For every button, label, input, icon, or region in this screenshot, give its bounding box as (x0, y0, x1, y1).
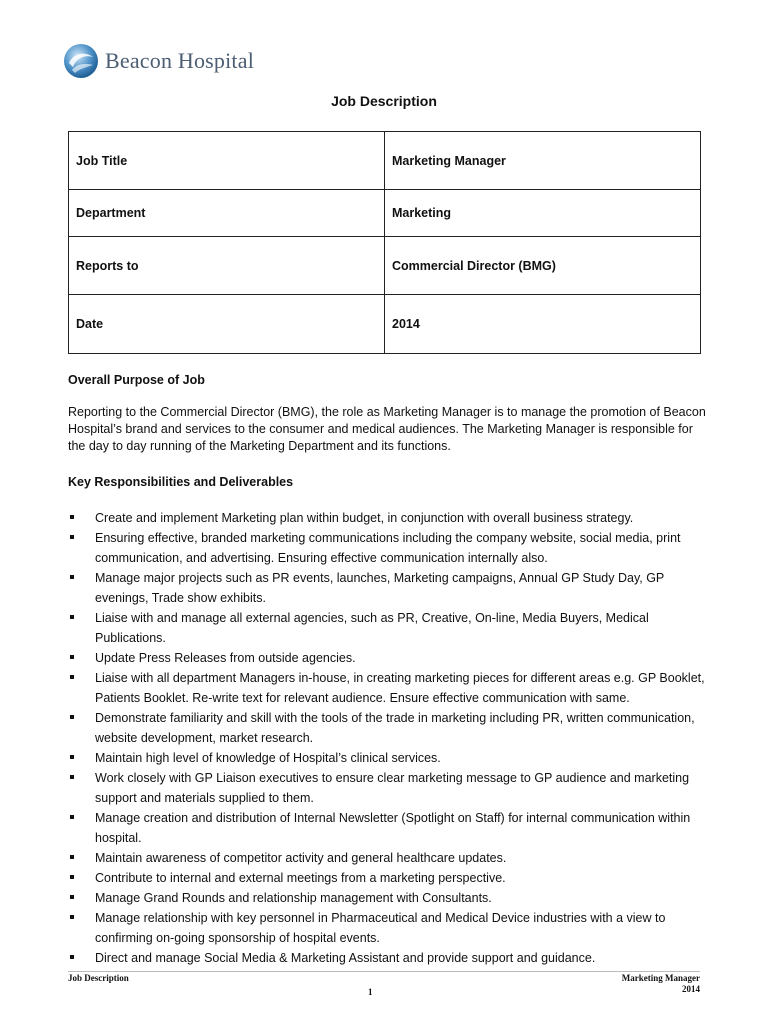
page-number: 1 (368, 987, 373, 997)
responsibilities-list (68, 508, 708, 968)
department-label: Department (69, 190, 385, 237)
job-title-label: Job Title (69, 132, 385, 190)
purpose-heading: Overall Purpose of Job (68, 373, 205, 387)
footer-year: 2014 (682, 984, 700, 994)
list-item: Liaise with all department Managers in-house, in creating marketing pieces for different areas e.g. GP Booklet, Patients Booklet. Re-write text for relevant audience. Ensure effective communication with same. (68, 668, 708, 708)
table-row (69, 132, 701, 190)
list-item: Manage relationship with key personnel in Pharmaceutical and Medical Device industries with a view to confirming on-going sponsorship of hospital events. (68, 908, 708, 948)
table-row (69, 190, 701, 237)
reports-to-label: Reports to (69, 237, 385, 295)
job-info-table (68, 131, 701, 354)
table-row (69, 237, 701, 295)
list-item: Maintain awareness of competitor activity and general healthcare updates. (68, 848, 708, 868)
page-title: Job Description (331, 93, 437, 109)
responsibilities-heading: Key Responsibilities and Deliverables (68, 475, 294, 489)
beacon-logo-icon (63, 43, 99, 79)
footer-left-text: Job Description (68, 973, 129, 983)
footer-job-title: Marketing Manager (621, 973, 700, 983)
date-label: Date (69, 295, 385, 354)
list-item: Manage major projects such as PR events, launches, Marketing campaigns, Annual GP Study Day, GP evenings, Trade show exhibits. (68, 568, 708, 608)
list-item: Demonstrate familiarity and skill with the tools of the trade in marketing including PR, written communication, website development, market research. (68, 708, 708, 748)
purpose-body: Reporting to the Commercial Director (BMG), the role as Marketing Manager is to manage the promotion of Beacon Hospital’s brand and services to the consumer and medical audiences. The Marketing Manager is responsible for the day to day running of the Marketing Department and its functions. (68, 405, 706, 453)
list-item: Manage creation and distribution of Internal Newsletter (Spotlight on Staff) for internal communication within hospital. (68, 808, 708, 848)
list-item: Manage Grand Rounds and relationship management with Consultants. (68, 888, 708, 908)
date-value: 2014 (385, 295, 701, 354)
list-item: Update Press Releases from outside agencies. (68, 648, 708, 668)
table-row (69, 295, 701, 354)
job-title-value: Marketing Manager (385, 132, 701, 190)
logo-text: Beacon Hospital (105, 48, 255, 73)
reports-to-value: Commercial Director (BMG) (385, 237, 701, 295)
list-item: Ensuring effective, branded marketing communications including the company website, social media, print communication, and advertising. Ensuring effective communication internally also. (68, 528, 708, 568)
list-item: Maintain high level of knowledge of Hospital’s clinical services. (68, 748, 708, 768)
hospital-logo (63, 42, 254, 80)
list-item: Create and implement Marketing plan within budget, in conjunction with overall business strategy. (68, 508, 708, 528)
footer-divider (68, 971, 700, 972)
list-item: Direct and manage Social Media & Marketing Assistant and provide support and guidance. (68, 948, 708, 968)
list-item: Liaise with and manage all external agencies, such as PR, Creative, On-line, Media Buyers, Medical Publications. (68, 608, 708, 648)
list-item: Work closely with GP Liaison executives to ensure clear marketing message to GP audience and marketing support and materials supplied to them. (68, 768, 708, 808)
footer-right-text (622, 973, 700, 995)
list-item: Contribute to internal and external meetings from a marketing perspective. (68, 868, 708, 888)
department-value: Marketing (385, 190, 701, 237)
